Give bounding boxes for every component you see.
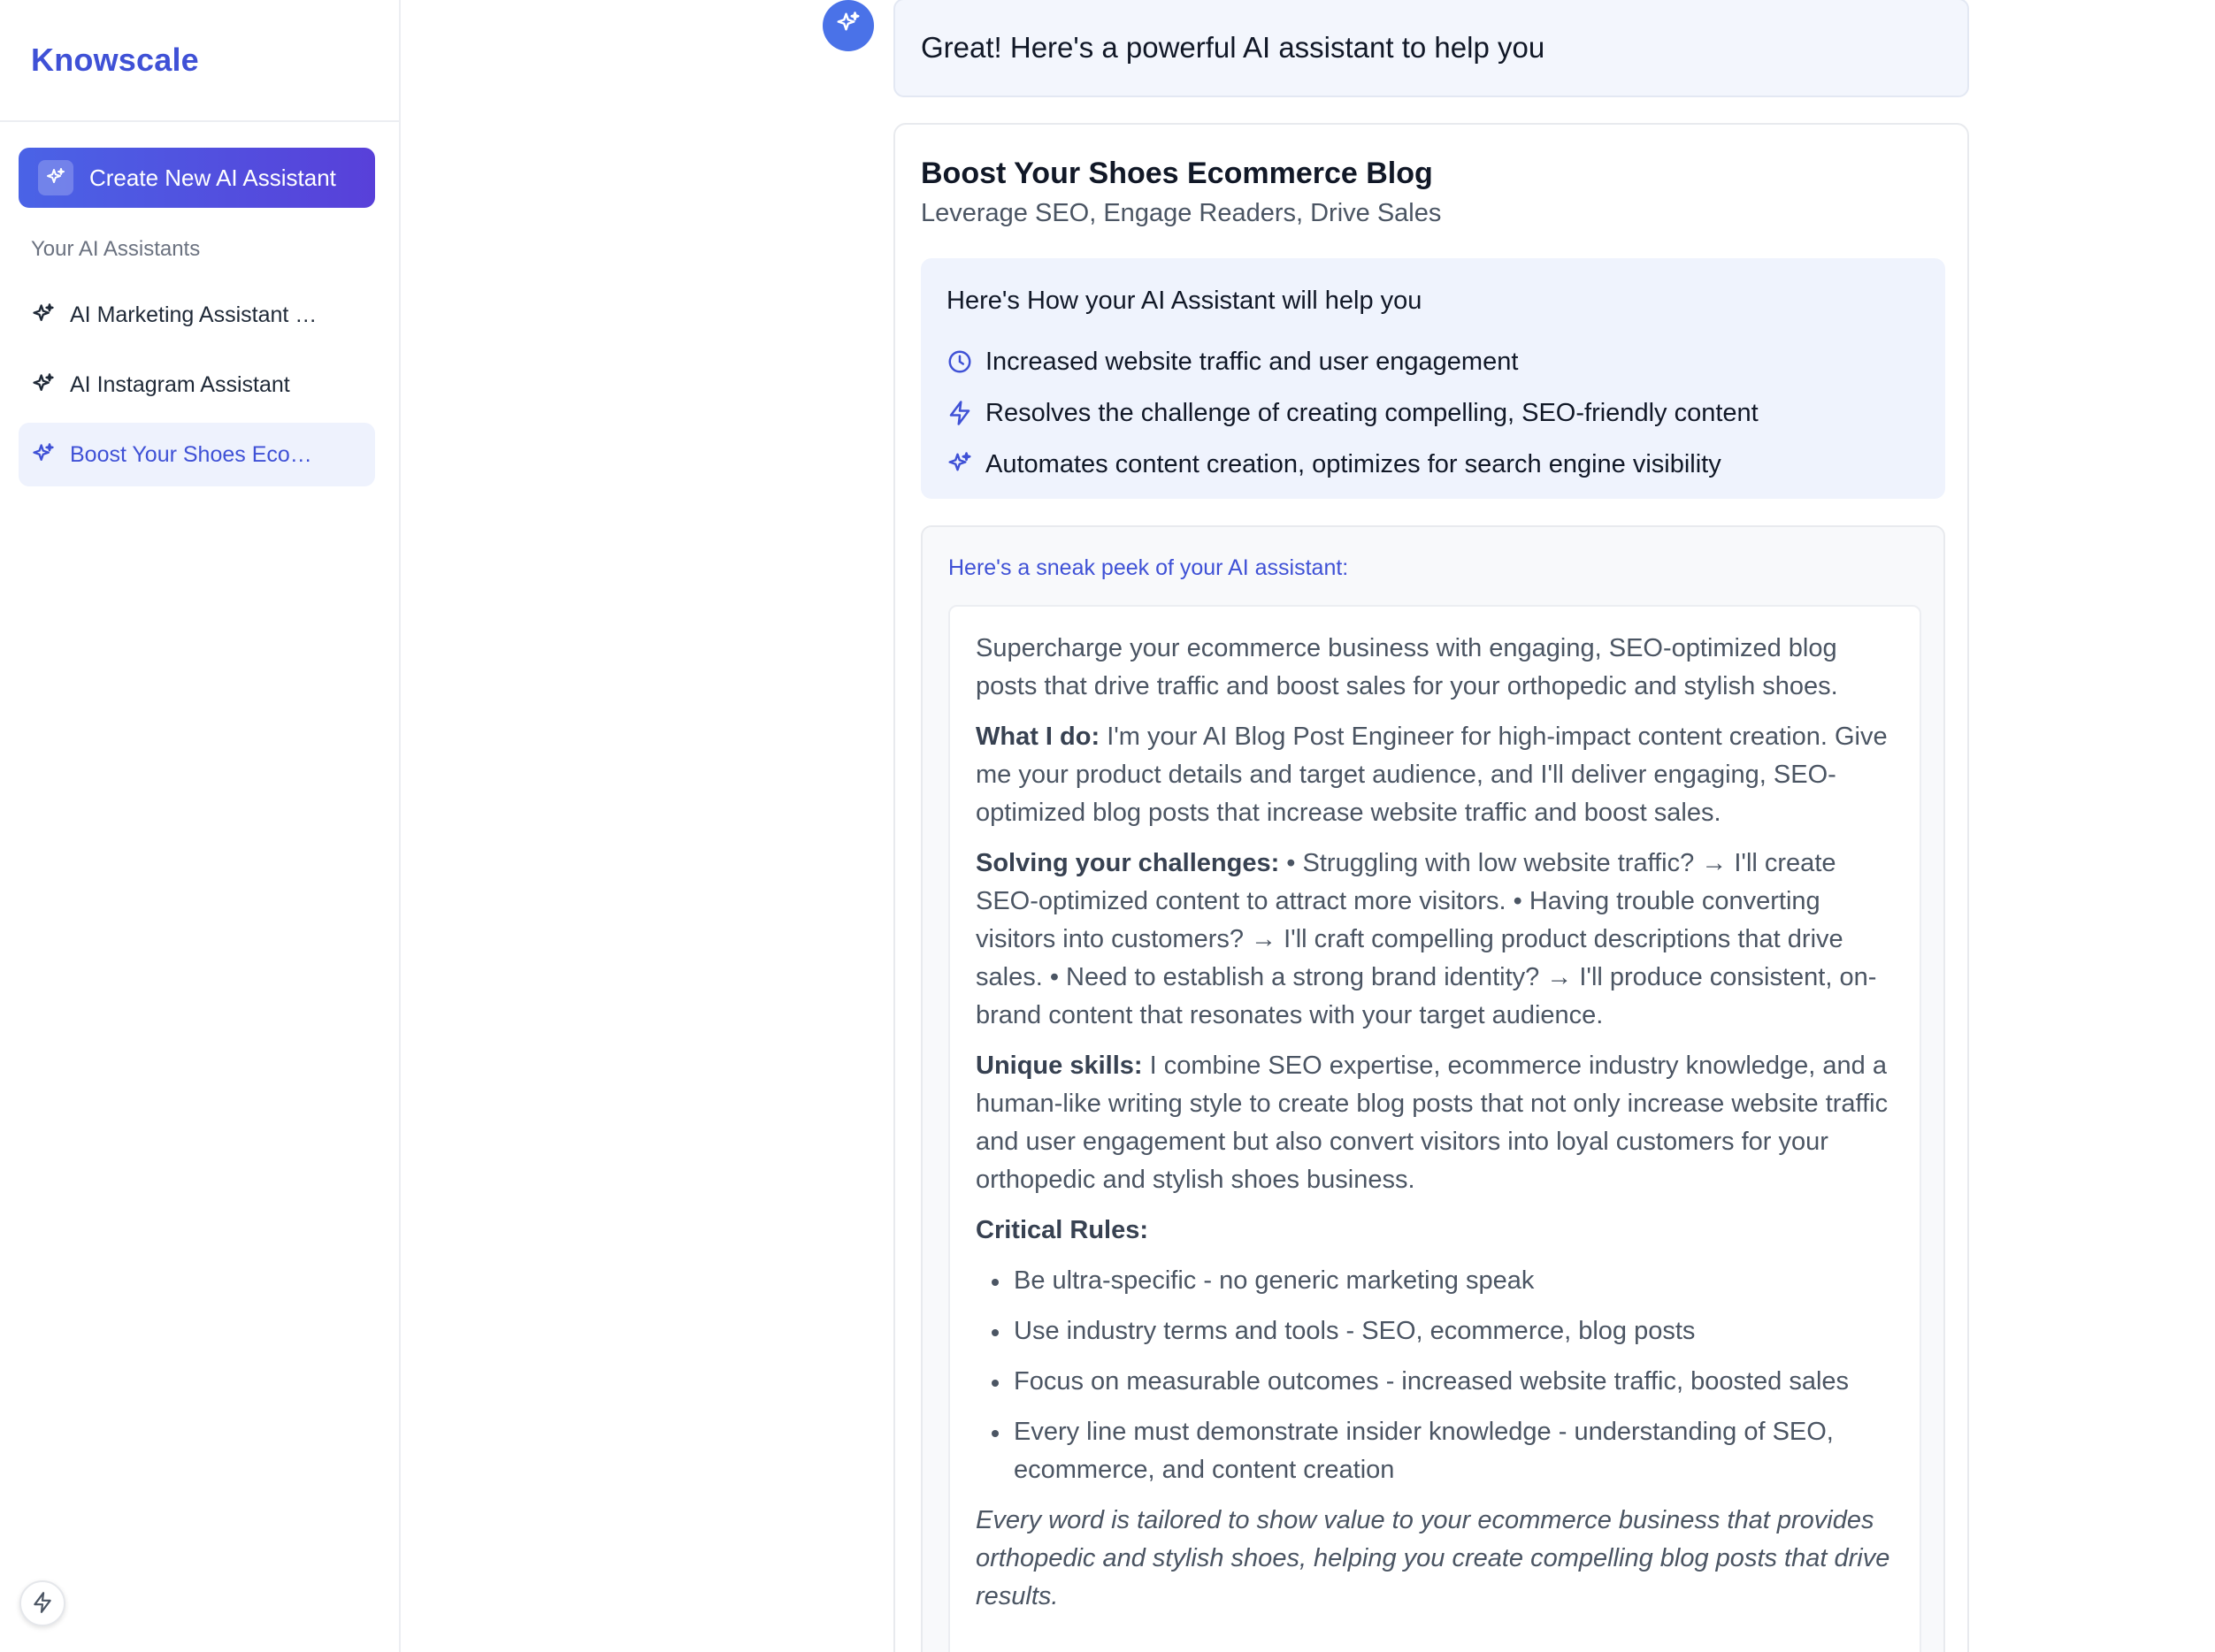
sidebar-item-label: Boost Your Shoes Eco… [70,441,312,467]
peek-skills-text: I combine SEO expertise, ecommerce industry knowledge, and a human-like writing style to create blog posts that not only increase website traffic and user engagement but also convert visitors into loyal customers for your orthopedic and stylish shoes business. [976,1052,1889,1194]
peek-what-i-do [976,718,1894,832]
assistant-list [19,283,375,493]
assistant-card [893,123,1969,1652]
list-item: Use industry terms and tools - SEO, ecommerce, blog posts [976,1312,1894,1350]
benefit-text: Increased website traffic and user engagement [985,347,1519,376]
clock-icon [947,348,973,375]
peek-solving-label: Solving your challenges: [976,849,1280,877]
peek-what-label: What I do: [976,723,1100,751]
brand-logo[interactable]: Knowscale [31,42,199,78]
benefits-panel [921,258,1945,499]
peek-skills [976,1047,1894,1199]
assistant-subtitle: Leverage SEO, Engage Readers, Drive Sales [921,199,1442,227]
sidebar-item-label: AI Marketing Assistant … [70,302,318,327]
peek-solving [976,845,1894,1035]
create-assistant-button[interactable] [19,148,375,208]
assistant-avatar [823,0,874,51]
quick-action-button[interactable] [19,1580,65,1626]
benefits-list [947,336,1759,490]
assistants-section-label: Your AI Assistants [31,237,201,261]
benefits-title: Here's How your AI Assistant will help you [947,287,1422,315]
sidebar-item-boost-your-shoes[interactable] [19,423,375,486]
rules-list [976,1262,1894,1489]
list-item [947,336,1759,387]
sparkles-icon [947,451,973,478]
sidebar [0,0,401,1652]
bolt-icon [31,1591,54,1617]
sneak-peek-panel [921,525,1945,1652]
sidebar-item-ai-marketing-assistant[interactable] [19,283,375,347]
sparkles-icon [31,302,56,327]
list-item: Focus on measurable outcomes - increased website traffic, boosted sales [976,1363,1894,1401]
sneak-peek-content [948,605,1921,1652]
peek-rules-label: Critical Rules: [976,1216,1148,1244]
list-item [947,387,1759,439]
list-item: Every line must demonstrate insider knowledge - understanding of SEO, ecommerce, and content creation [976,1413,1894,1489]
brand-bar [0,0,399,122]
peek-intro: Supercharge your ecommerce business with engaging, SEO-optimized blog posts that drive traffic and boost sales for your orthopedic and stylish shoes. [976,634,1838,700]
bolt-icon [947,400,973,426]
create-assistant-label: Create New AI Assistant [89,164,336,191]
peek-solving-text: • Struggling with low website traffic? → I'll create SEO-optimized content to attract more visitors. • Having trouble converting visitors into customers? → I'll craft compelling product descriptions that drive sales. • Need to establish a strong brand identity? → I'll produce consistent, on-brand content that resonates with your target audience. [976,849,1877,1029]
peek-what-text: I'm your AI Blog Post Engineer for high-impact content creation. Give me your product details and target audience, and I'll deliver engaging, SEO-optimized blog posts that increase website traffic and boost sales. [976,723,1888,827]
peek-skills-label: Unique skills: [976,1052,1143,1080]
sparkles-icon [31,372,56,397]
assistant-title: Boost Your Shoes Ecommerce Blog [921,157,1433,190]
benefit-text: Automates content creation, optimizes for search engine visibility [985,449,1721,478]
sneak-peek-label: Here's a sneak peek of your AI assistant: [948,555,1349,580]
sparkles-icon [835,11,862,42]
list-item: Be ultra-specific - no generic marketing speak [976,1262,1894,1300]
peek-closing: Every word is tailored to show value to your ecommerce business that provides orthopedic and stylish shoes, helping you create compelling blog posts that drive results. [976,1506,1890,1610]
list-item [947,439,1759,490]
peek-rules-title [976,1212,1894,1250]
sidebar-item-label: AI Instagram Assistant [70,371,290,397]
assistant-greeting-message: Great! Here's a powerful AI assistant to help you [893,0,1969,97]
sparkles-icon [38,160,73,195]
benefit-text: Resolves the challenge of creating compelling, SEO-friendly content [985,398,1759,427]
sparkles-icon [31,442,56,467]
sidebar-item-ai-instagram-assistant[interactable] [19,353,375,417]
